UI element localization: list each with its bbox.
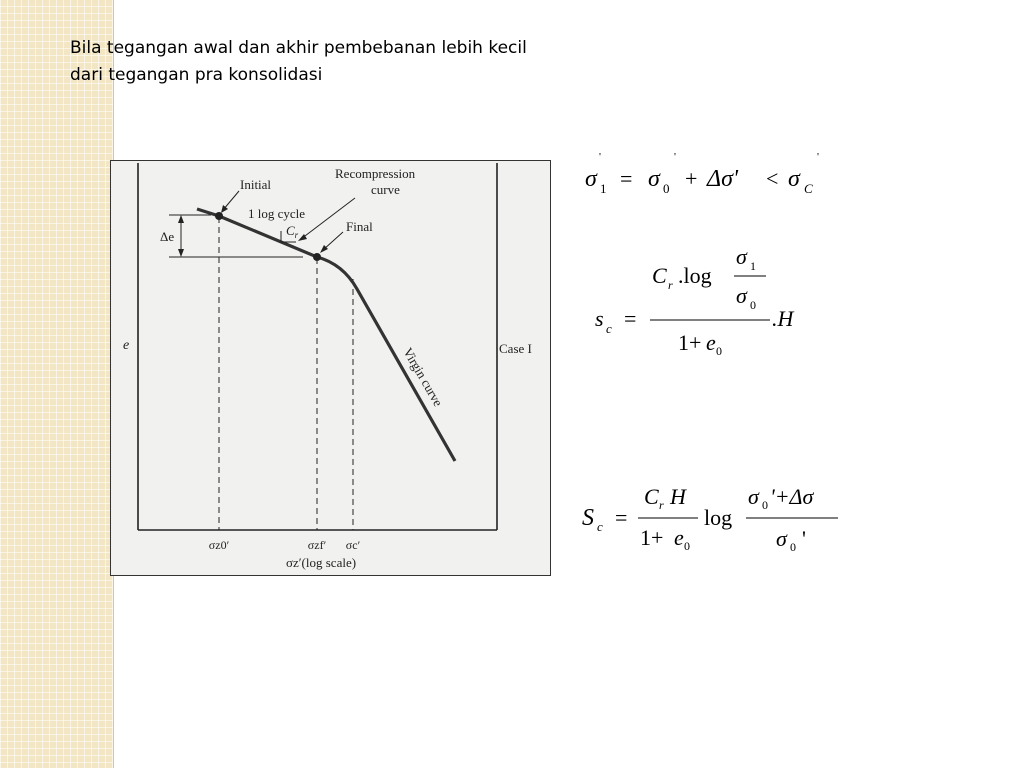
cr-letter: C (286, 223, 295, 238)
delta-e-arrow-bottom (178, 249, 184, 257)
eq2-den-sigma: σ (736, 283, 747, 308)
log-cycle-label: 1 log cycle (248, 206, 306, 221)
x-axis-label: σz′(log scale) (285, 555, 357, 570)
eq1-plus: + (685, 166, 698, 191)
decorative-side-band (0, 0, 114, 768)
eq1-delta-sigma: Δσ' (707, 166, 739, 192)
eq3-log: log (704, 505, 733, 530)
eq3-num-cr: C (644, 484, 659, 509)
eq3-den-one: 1+ (640, 525, 664, 550)
eq2-dot-h: .H (772, 306, 794, 331)
equations-panel (570, 140, 870, 580)
eq1-prime-1: ' (599, 151, 601, 163)
e-axis-label: e (123, 338, 130, 353)
initial-point (215, 212, 223, 220)
eq3-top-rest: '+Δσ (770, 484, 814, 509)
virgin-curve-label: Virgin curve (400, 345, 446, 409)
eq1-sub-c: C (804, 181, 813, 196)
recompression-label-line-1: Recompression (335, 166, 416, 181)
eq2-lhs: s (595, 306, 604, 331)
equation-settlement-full (582, 484, 838, 554)
eq2-cr-sub: r (668, 278, 673, 292)
eq3-lhs: S (582, 505, 594, 531)
eq3-num-h: H (670, 484, 686, 509)
equation-stress-condition (585, 151, 819, 196)
eq3-top-sigma: σ (748, 484, 759, 509)
eq3-bot-prime: ' (802, 526, 806, 551)
consolidation-figure (110, 160, 551, 576)
eq3-lhs-sub: c (597, 519, 603, 534)
eq3-den-e: e (674, 525, 684, 550)
eq2-den-e-sub: 0 (716, 344, 722, 358)
eq1-prime-0: ' (674, 151, 676, 163)
eq3-bot-sub: 0 (790, 540, 796, 554)
slide-heading (70, 35, 630, 89)
eq3-num-cr-sub: r (659, 498, 664, 512)
cr-subscript: r (294, 230, 299, 240)
eq2-dot-log: .log (678, 263, 712, 288)
eq3-bot-sigma: σ (776, 526, 787, 551)
eq1-sub-0: 0 (663, 181, 670, 196)
e-log-sigma-diagram (111, 161, 552, 577)
eq2-lhs-sub: c (606, 321, 612, 336)
final-label: Final (346, 219, 373, 234)
initial-arrowhead (221, 205, 228, 213)
eq2-den-e: e (706, 330, 716, 355)
eq2-den-one: 1+ (678, 330, 702, 355)
eq3-den-e-sub: 0 (684, 539, 690, 553)
eq1-sigma-0: σ (648, 166, 660, 192)
eq1-sub-1: 1 (600, 181, 607, 196)
eq1-prime-c: ' (817, 151, 819, 163)
eq1-sigma-1: σ (585, 166, 597, 192)
eq2-den-sub: 0 (750, 298, 756, 312)
equation-settlement-simple (595, 244, 795, 358)
final-point (313, 253, 321, 261)
case-label: Case I (499, 341, 532, 356)
heading-line-1: Bila tegangan awal dan akhir pembebanan lebih kecil (70, 38, 527, 58)
recompression-label-line-2: curve (371, 182, 400, 197)
eq1-equals: = (620, 166, 633, 191)
eq1-sigma-c: σ (788, 166, 800, 192)
tick-label-sigma-zf: σzf′ (307, 538, 327, 552)
eq2-cr: C (652, 263, 667, 288)
eq2-num-sigma: σ (736, 244, 747, 269)
heading-line-2: dari tegangan pra konsolidasi (70, 65, 323, 85)
eq3-top-sub: 0 (762, 498, 768, 512)
delta-e-label: Δe (160, 229, 175, 244)
eq3-equals: = (615, 505, 628, 530)
eq2-equals: = (624, 306, 637, 331)
eq1-less-than: < (766, 166, 779, 191)
tick-label-sigma-z0: σz0′ (208, 538, 230, 552)
tick-label-sigma-c: σc′ (345, 538, 361, 552)
cr-label (286, 223, 299, 240)
initial-label: Initial (240, 177, 272, 192)
eq2-num-sub: 1 (750, 259, 756, 273)
delta-e-arrow-top (178, 215, 184, 223)
